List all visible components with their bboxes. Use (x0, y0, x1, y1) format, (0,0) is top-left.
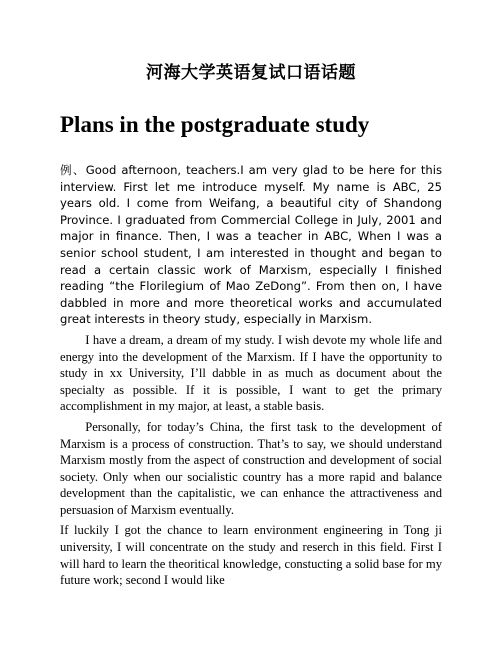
chinese-title: 河海大学英语复试口语话题 (146, 63, 356, 83)
document-body (60, 162, 442, 593)
paragraph-dream: I have a dream, a dream of my study. I wish devote my whole life and energy into the development of the Marxism. If I have the opportunity to study in xx University, I’ll dabble in as much as document about the specialty as possible. If it is possible, I want to get the primary accomplishment in my major, at least, a stable basis. (60, 332, 442, 414)
paragraph-introduction: 例、Good afternoon, teachers.I am very glad to be here for this interview. First let me introduce myself. My name is ABC, 25 years old. I come from Weifang, a beautiful city of Shandong Province. I graduated from Commercial College in July, 2001 and major in finance. Then, I was a teacher in ABC, When I was a senior school student, I am interested in thought and began to read a certain classic work of Marxism, especially I finished reading “the Florilegium of Mao ZeDong”. From then on, I have dabbled in more and more theoretical works and accumulated great interests in theory study, especially in Marxism. (60, 163, 442, 327)
document-heading: Plans in the postgraduate study (60, 112, 370, 137)
paragraph-plan: If luckily I got the chance to learn environment engineering in Tong ji university, I will concentrate on the study and reserch in this field. First I will hard to learn the theoritical knowledge, constucting a solid base for my future work; second I would like (60, 523, 442, 588)
paragraph-marxism: Personally, for today’s China, the first task to the development of Marxism is a process of construction. That’s to say, we should understand Marxism mostly from the aspect of construction and development of social society. Only when our socialistic country has a more rapid and balance development than the capitalistic, we can enhance the attractiveness and persuasion of Marxism eventually. (60, 419, 442, 517)
